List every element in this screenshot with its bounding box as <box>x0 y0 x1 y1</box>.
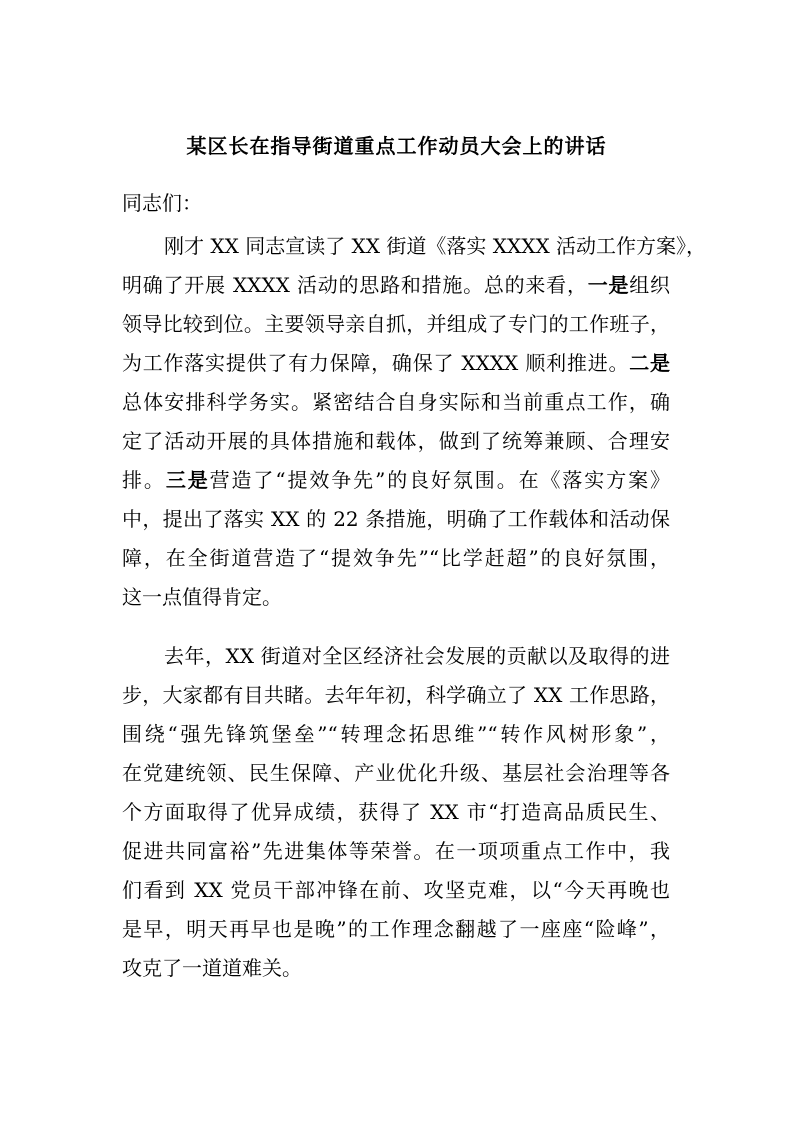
paragraph-1-line-8: 中，提出了落实 XX 的 22 条措施，明确了工作载体和活动保 <box>122 507 670 531</box>
paragraph-2-line-2: 步，大家都有目共睹。去年年初，科学确立了 XX 工作思路， <box>122 683 670 707</box>
paragraph-2-line-6: 促进共同富裕”先进集体等荣誉。在一项项重点工作中，我 <box>122 839 670 863</box>
paragraph-1-line-7 <box>122 462 670 498</box>
paragraph-1-line-1: 刚才 XX 同志宣读了 XX 街道《落实 XXXX 活动工作方案》， <box>164 234 707 258</box>
text-run: 明确了开展 XXXX 活动的思路和措施。总的来看， <box>122 273 588 297</box>
text-run: 营造了“提效争先”的良好氛围。在《落实方案》 <box>209 468 671 492</box>
text-run: 排。 <box>122 468 166 492</box>
paragraph-1-line-4 <box>122 345 670 381</box>
emphasis-second: 二是 <box>629 351 670 375</box>
paragraph-1-line-10: 这一点值得肯定。 <box>122 585 282 609</box>
paragraph-2-line-7: 们看到 XX 党员干部冲锋在前、攻坚克难，以“今天再晚也 <box>122 878 670 902</box>
paragraph-1-line-3: 领导比较到位。主要领导亲自抓，并组成了专门的工作班子， <box>122 312 670 336</box>
paragraph-1-line-2 <box>122 267 670 303</box>
salutation: 同志们： <box>122 191 202 215</box>
paragraph-1-line-9: 障，在全街道营造了“提效争先”“比学赶超”的良好氛围， <box>122 546 670 570</box>
paragraph-1-line-6: 定了活动开展的具体措施和载体，做到了统筹兼顾、合理安 <box>122 429 670 453</box>
paragraph-2-line-8: 是早，明天再早也是晚”的工作理念翻越了一座座“险峰”， <box>122 917 670 941</box>
paragraph-2-line-9: 攻克了一道道难关。 <box>122 956 302 980</box>
paragraph-2-line-4: 在党建统领、民生保障、产业优化升级、基层社会治理等各 <box>122 761 670 785</box>
paragraph-2-line-5: 个方面取得了优异成绩，获得了 XX 市“打造高品质民生、 <box>122 800 670 824</box>
paragraph-1-line-5: 总体安排科学务实。紧密结合自身实际和当前重点工作，确 <box>122 390 670 414</box>
emphasis-third: 三是 <box>165 468 210 492</box>
emphasis-first: 一是 <box>587 273 630 297</box>
text-run: 为工作落实提供了有力保障，确保了 XXXX 顺利推进。 <box>122 351 630 375</box>
paragraph-2-line-3: 围绕“强先锋筑堡垒”“转理念拓思维”“转作风树形象”， <box>122 722 670 746</box>
text-run: 组织 <box>629 273 671 297</box>
document-title: 某区长在指导街道重点工作动员大会上的讲话 <box>186 134 607 158</box>
paragraph-2-line-1: 去年，XX 街道对全区经济社会发展的贡献以及取得的进 <box>164 644 670 668</box>
